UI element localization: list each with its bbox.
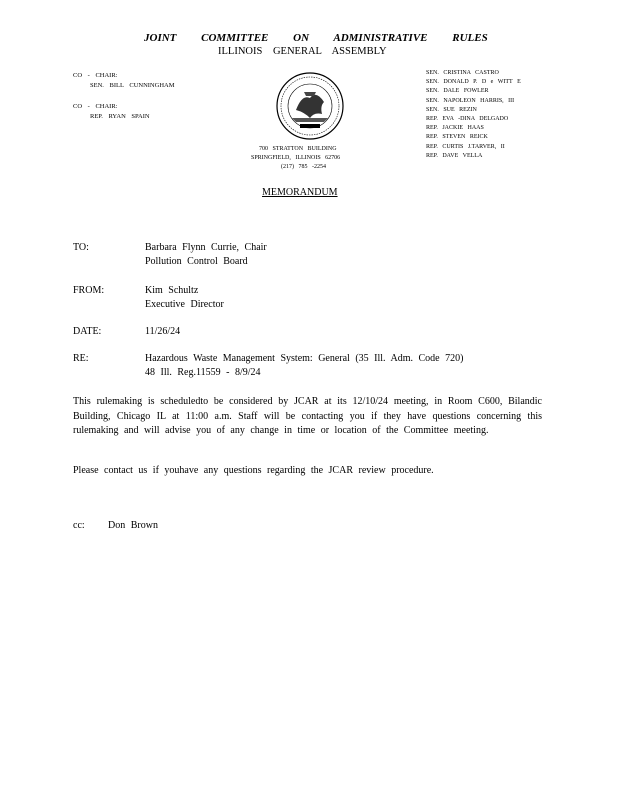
co-chair-name-2: REP. RYAN SPAIN xyxy=(90,113,150,120)
assembly-subtitle: ILLINOIS GENERAL ASSEMBLY xyxy=(218,46,387,57)
to-recipient: Barbara Flynn Currie, Chair xyxy=(145,242,267,253)
member-item: REP. EVA -DINA DELGADO xyxy=(426,115,509,122)
body-paragraph-1: This rulemaking is scheduledto be considered by JCAR at its 12/10/24 meeting, in Room C600, Bilandic Building, Chicago IL at 11:00 a.m. Staff will be contacting you if they have questions concerning this rulemaking and will advise you of any change in time or location of the Committee meeting. xyxy=(73,396,542,436)
member-item: SEN. CRISTINA CASTRO xyxy=(426,70,499,76)
member-item: SEN. SUE REZIN xyxy=(426,106,477,113)
cc-label: cc: xyxy=(73,520,85,531)
member-item: SEN. NAPOLEON HARRIS, III xyxy=(426,97,515,104)
co-chair-name-1: SEN. BILL CUNNINGHAM xyxy=(90,82,175,89)
committee-title: JOINT COMMITTEE ON ADMINISTRATIVE RULES xyxy=(144,32,488,44)
state-seal-icon xyxy=(276,72,344,140)
member-item: REP. STEVEN REICK xyxy=(426,134,488,141)
from-name: Kim Schultz xyxy=(145,285,199,296)
to-label: TO: xyxy=(73,242,89,253)
re-label: RE: xyxy=(73,353,89,364)
member-item: SEN. DALE FOWLER xyxy=(426,88,489,95)
address-line-1: 700 STRATTON BUILDING xyxy=(259,146,337,152)
memorandum-heading: MEMORANDUM xyxy=(262,187,338,198)
date-label: DATE: xyxy=(73,326,102,337)
member-list xyxy=(426,69,521,161)
re-register-reference: 48 Ill. Reg.11559 - 8/9/24 xyxy=(145,367,261,378)
date-value: 11/26/24 xyxy=(145,326,181,337)
re-subject: Hazardous Waste Management System: General (35 Ill. Adm. Code 720) xyxy=(145,353,464,364)
member-item: REP. DAVE VELLA xyxy=(426,152,483,159)
co-chair-label-1: CO - CHAIR: xyxy=(73,72,118,79)
from-label: FROM: xyxy=(73,285,105,296)
cc-recipient: Don Brown xyxy=(108,520,158,531)
address-line-2: SPRINGFIELD, ILLINOIS 62706 xyxy=(251,155,341,161)
from-title: Executive Director xyxy=(145,299,224,310)
member-item: SEN. DONALD P. D e WITT E xyxy=(426,79,521,86)
member-item: REP. JACKIE HAAS xyxy=(426,125,484,132)
body-paragraph-2: Please contact us if youhave any questions regarding the JCAR review procedure. xyxy=(73,465,434,476)
co-chair-label-2: CO - CHAIR: xyxy=(73,103,118,110)
address-line-3: (217) 785 -2254 xyxy=(281,164,326,170)
member-item: REP. CURTIS J.TARVER, II xyxy=(426,143,505,150)
to-organization: Pollution Control Board xyxy=(145,256,248,267)
